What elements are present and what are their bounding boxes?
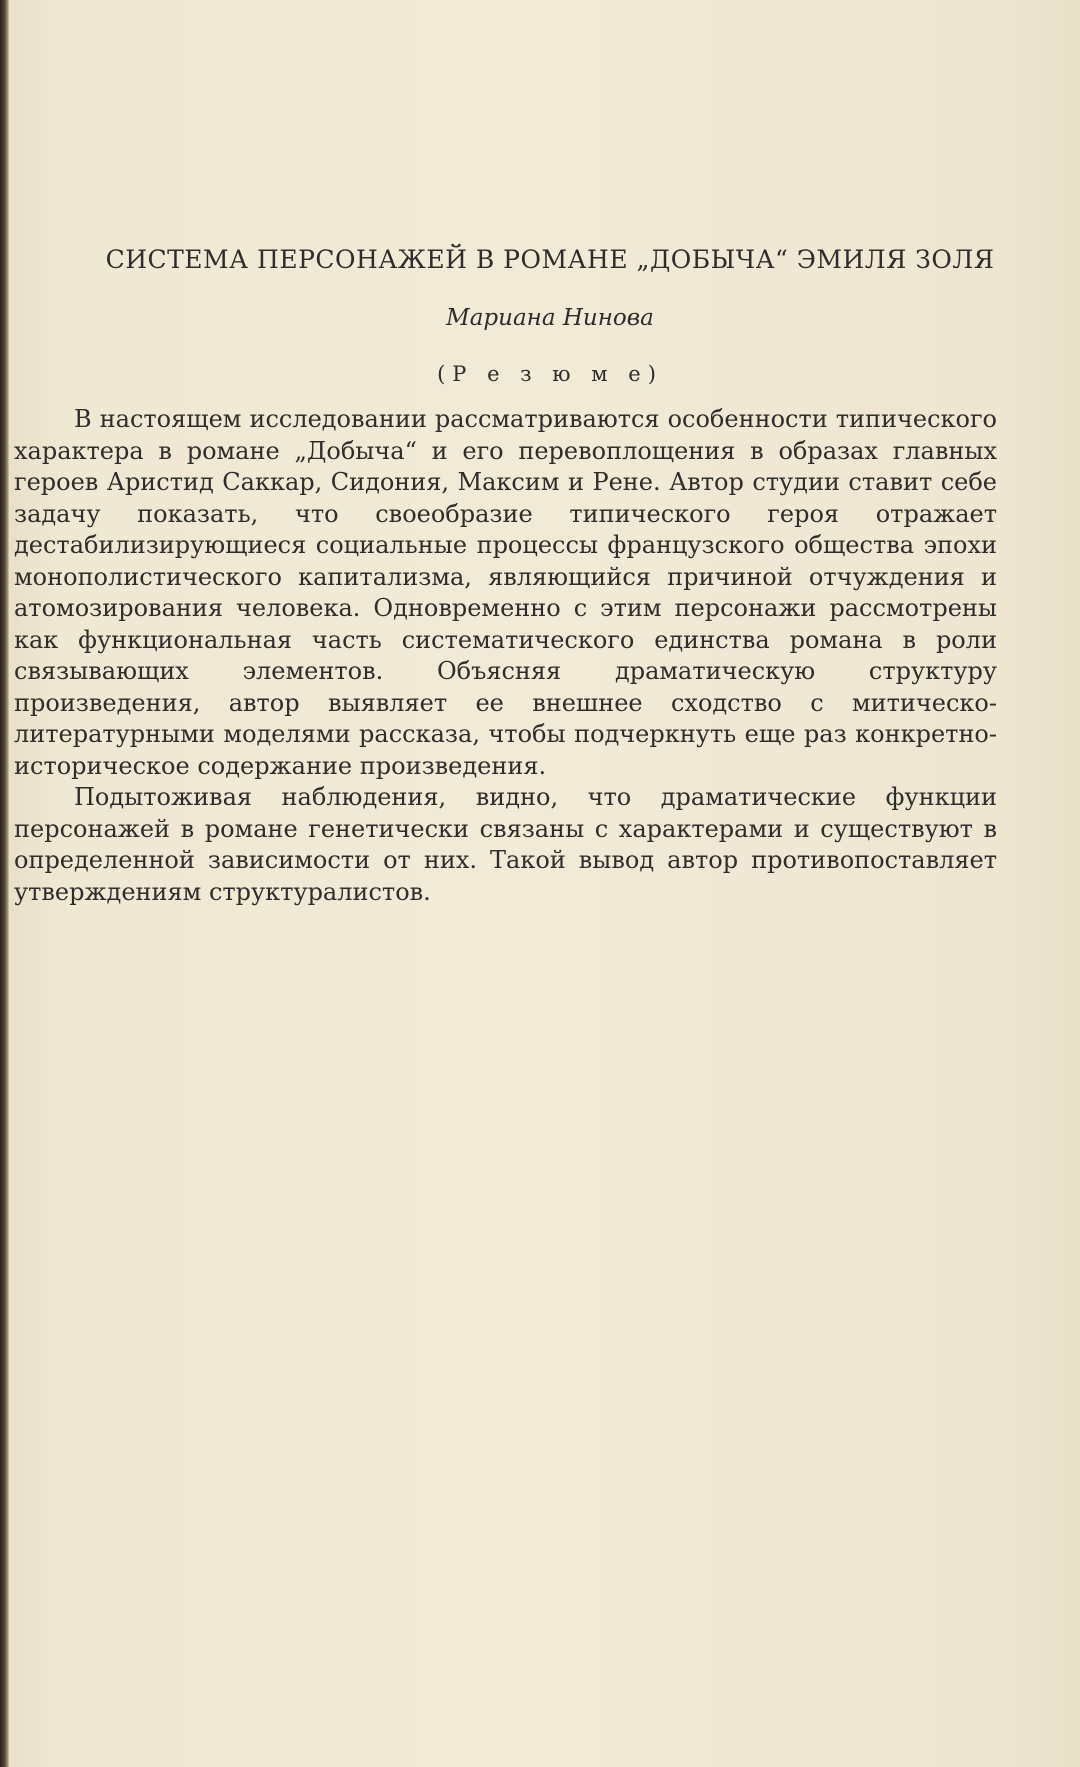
header-block [0,245,1080,386]
resume-label: (Р е з ю м е) [437,362,663,386]
summary-paragraph-1: В настоящем исследовании рассматриваются особенности типического характера в романе „Добыча“ и его перевоплощения в образах главных героев Аристид Саккар, Сидония, Максим и Рене. Автор студии ставит себе задачу показать, что своеобразие типического героя отражает дестабилизирующиеся социальные процессы французского общества эпохи монополистического капитализма, являющийся причиной отчуждения и атомозирования человека. Одновременно с этим персонажи рассмотрены как функциональная часть систематического единства романа в роли связывающих элементов. Объясняя драматическую структуру произведения, автор выявляет ее внешнее сходство с митическо-литературными моделями рассказа, чтобы подчеркнуть еще раз конкретно-историческое содержание произведения. [14,405,997,780]
author-name: Мариана Нинова [446,305,654,331]
document-title: СИСТЕМА ПЕРСОНАЖЕЙ В РОМАНЕ „ДОБЫЧА“ ЭМИЛЯ ЗОЛЯ [105,245,995,274]
summary-paragraph-2: Подытоживая наблюдения, видно, что драматические функции персонажей в романе генетически связаны с характерами и существуют в определенной зависимости от них. Такой вывод автор противопоставляет утверждениям структуралистов. [14,783,997,906]
summary-text [14,404,997,908]
